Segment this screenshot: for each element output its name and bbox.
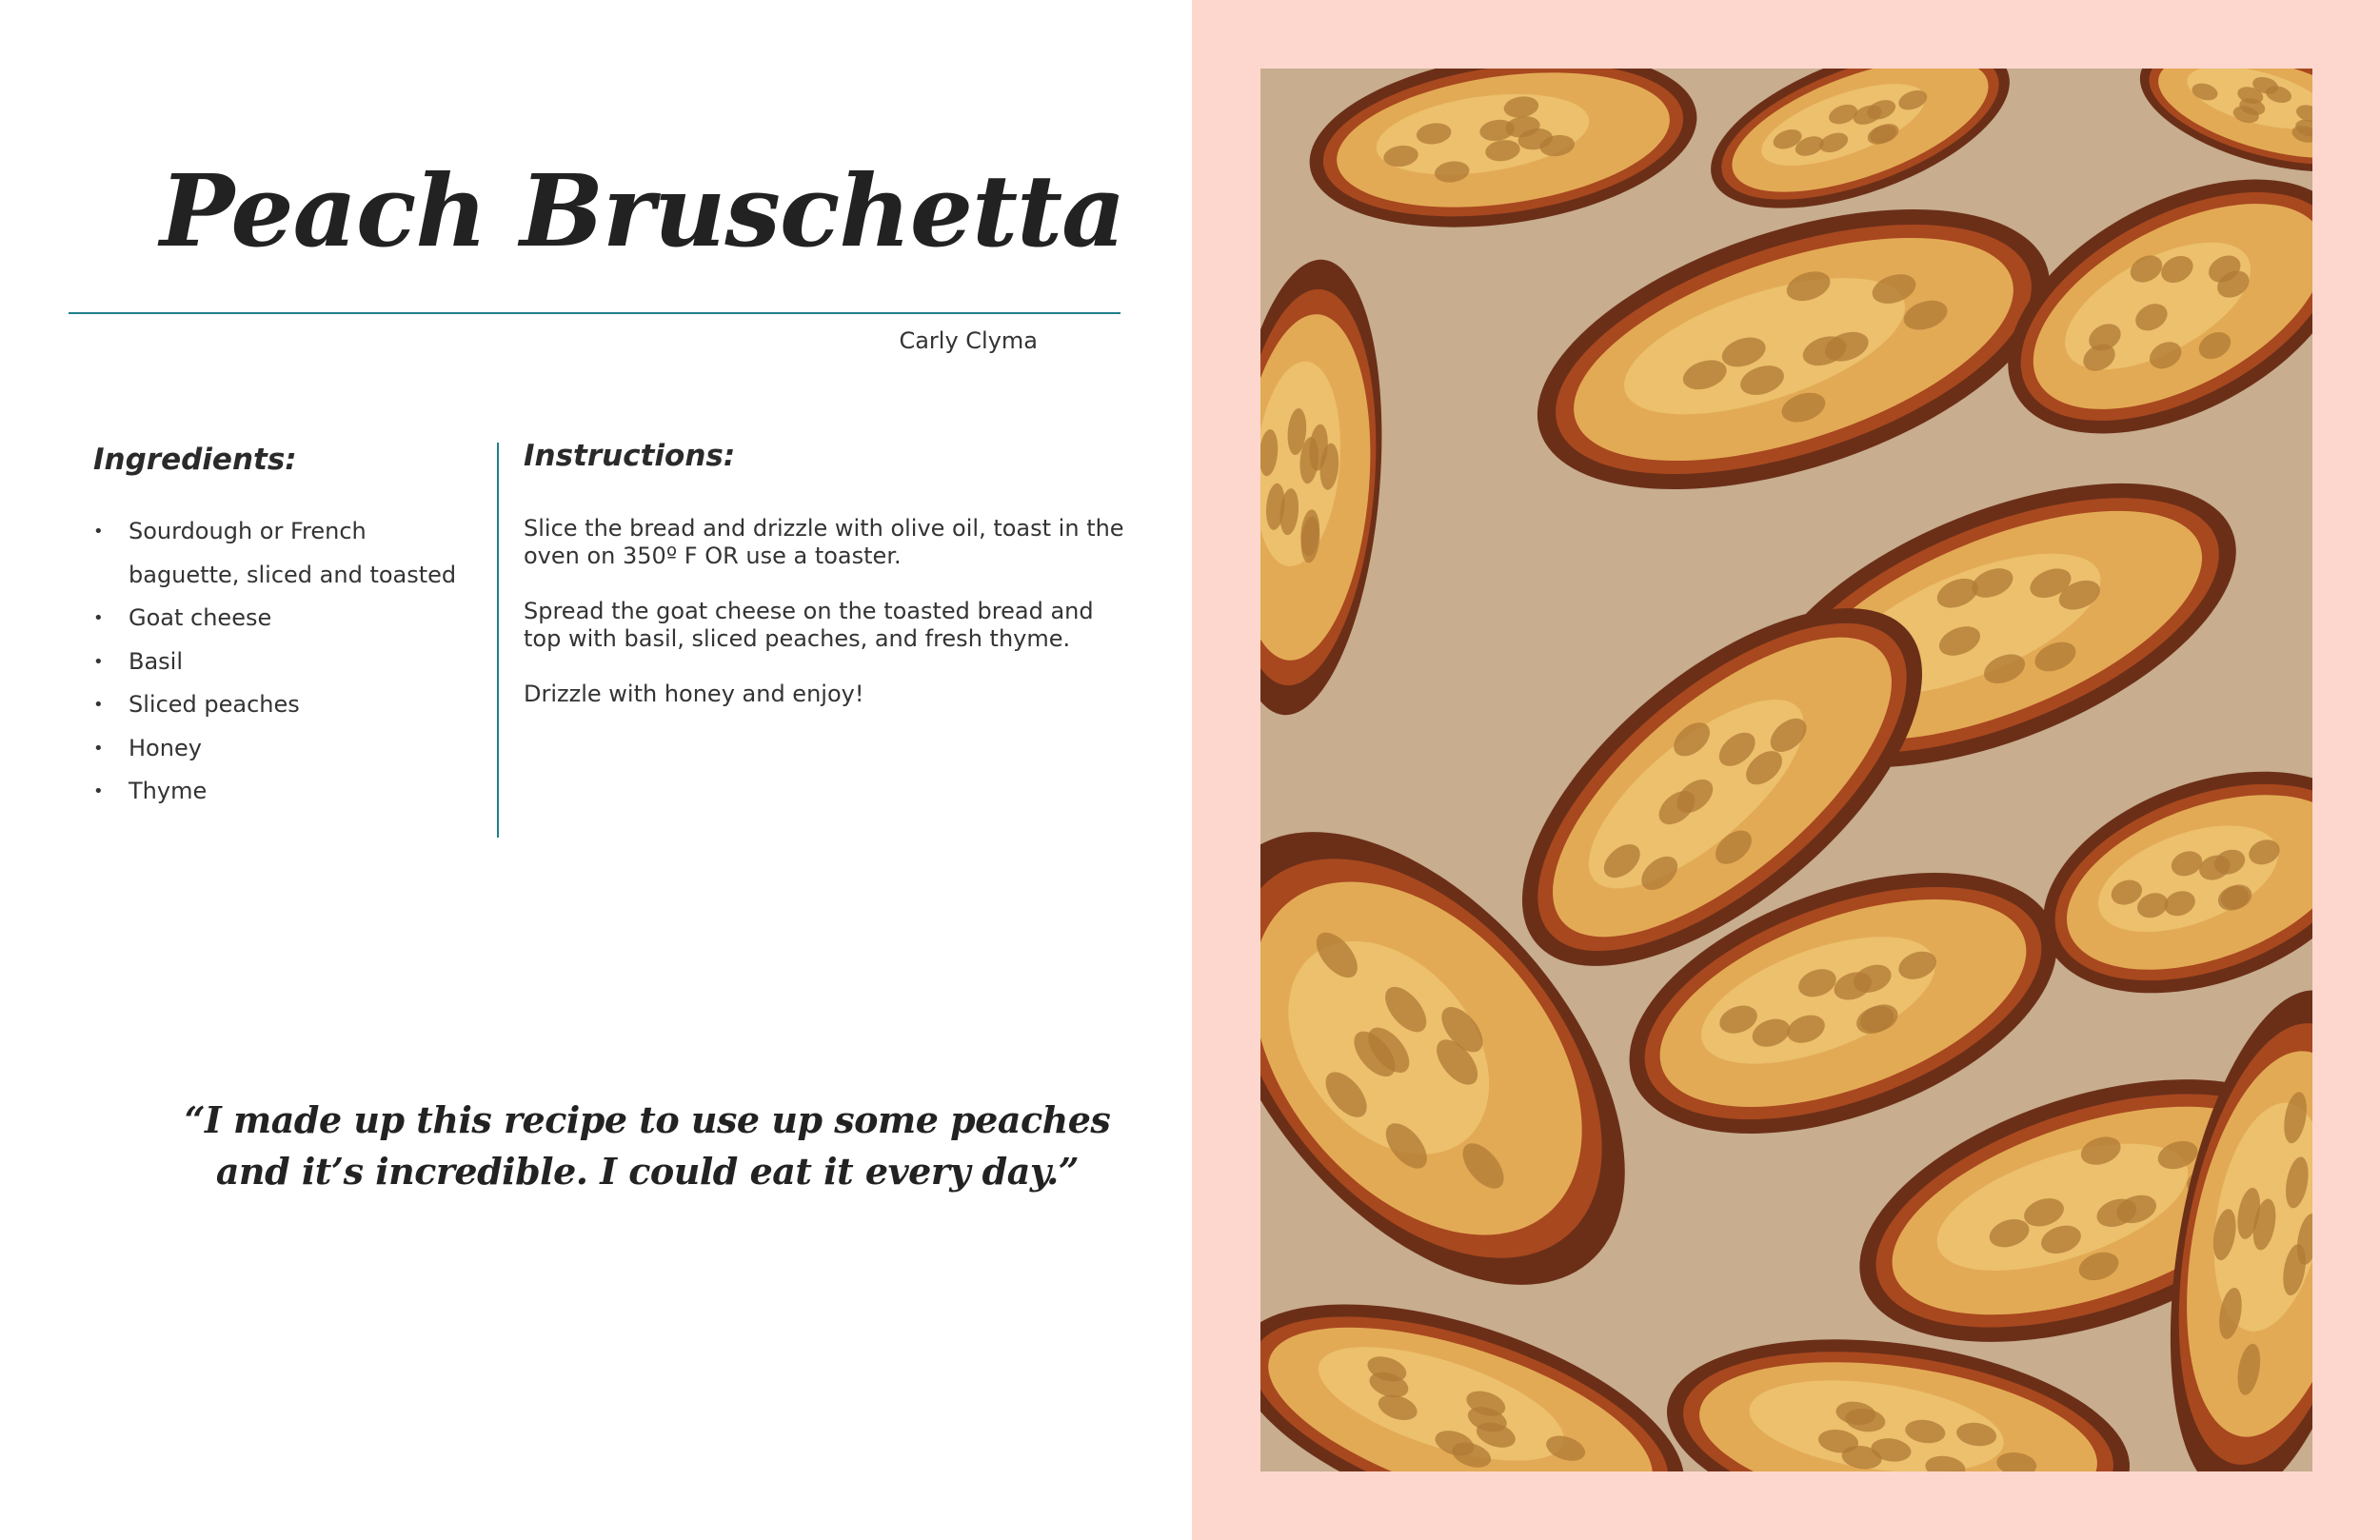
ingredients-list <box>93 510 484 814</box>
quote-line: “I made up this recipe to use up some peaches <box>184 1098 1111 1141</box>
title-underline <box>69 312 1121 314</box>
bullet-icon: • <box>93 695 104 715</box>
quote-line: and it’s incredible. I could eat it every day.” <box>215 1150 1080 1193</box>
instruction-step: Slice the bread and drizzle with olive oil, toast in the oven on 350º F OR use a toaster. <box>524 515 1124 569</box>
ingredient-text: Basil <box>129 647 184 675</box>
ingredient-text: Sourdough or French baguette, sliced and toasted <box>129 518 457 588</box>
photo-frame <box>1192 0 2380 1540</box>
ingredient-item <box>93 770 484 814</box>
instructions-list <box>524 515 1133 736</box>
bullet-icon: • <box>93 608 104 628</box>
author-name: Carly Clyma <box>899 327 1038 354</box>
ingredient-item <box>93 597 484 641</box>
bullet-icon: • <box>93 522 104 542</box>
recipe-title: Peach Bruschetta <box>160 152 1125 269</box>
ingredients-heading: Ingredients: <box>93 443 297 477</box>
bullet-icon: • <box>93 651 104 672</box>
instruction-step: Spread the goat cheese on the toasted bread and top with basil, sliced peaches, and fresh thyme. <box>524 598 1094 652</box>
instruction-step: Drizzle with honey and enjoy! <box>524 681 864 707</box>
bruschetta-photo <box>1260 69 2312 1471</box>
toasted-bread-slices-image <box>1260 69 2312 1471</box>
ingredient-item <box>93 683 484 727</box>
ingredient-text: Thyme <box>129 778 208 804</box>
bullet-icon: • <box>93 781 104 801</box>
author-quote <box>152 1095 1142 1197</box>
ingredient-item <box>93 727 484 771</box>
ingredient-item <box>93 510 484 597</box>
bullet-icon: • <box>93 738 104 759</box>
column-divider <box>497 443 499 838</box>
ingredient-text: Goat cheese <box>129 604 272 631</box>
instructions-heading: Instructions: <box>524 439 736 473</box>
ingredient-item <box>93 641 484 684</box>
ingredient-text: Honey <box>129 734 202 761</box>
ingredient-text: Sliced peaches <box>129 691 300 718</box>
